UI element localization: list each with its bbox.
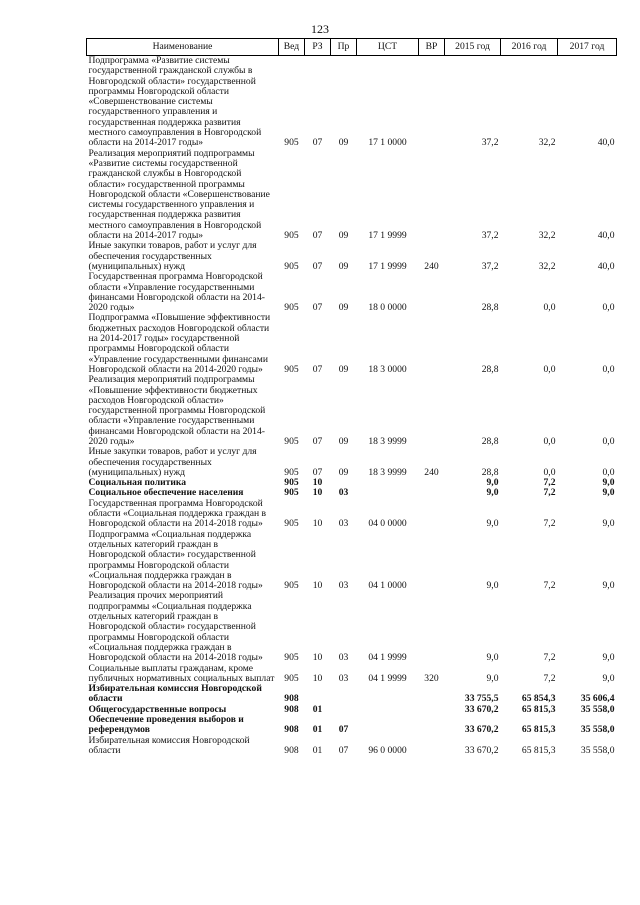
row-y2016: 32,2 xyxy=(538,230,556,242)
row-y2016: 0,0 xyxy=(543,435,556,447)
row-name: Социальные выплаты гражданам, кроме публичных нормативных социальных выплат xyxy=(88,662,275,684)
row-ved: 905 xyxy=(284,137,299,149)
row-y2015: 9,0 xyxy=(486,477,499,489)
table-row xyxy=(87,715,617,736)
row-rz: 10 xyxy=(312,487,323,499)
row-cst: 96 0 0000 xyxy=(368,744,407,756)
row-cst: 04 1 0000 xyxy=(368,580,407,592)
row-ved: 908 xyxy=(284,744,299,756)
table-row xyxy=(87,241,617,272)
row-y2017: 0,0 xyxy=(602,302,615,314)
table-row xyxy=(87,313,617,375)
row-ved: 905 xyxy=(284,652,299,664)
row-cst: 17 1 9999 xyxy=(368,260,407,272)
row-vr xyxy=(419,705,445,715)
row-pr: 09 xyxy=(338,230,349,242)
row-ved: 905 xyxy=(284,363,299,375)
row-cst xyxy=(357,705,419,715)
row-name: Общегосударственные вопросы xyxy=(88,703,227,715)
row-y2015: 9,0 xyxy=(486,487,499,499)
row-cst: 18 3 9999 xyxy=(368,466,407,478)
row-pr: 09 xyxy=(338,137,349,149)
row-name: Подпрограмма «Развитие системы государственной гражданской службы в Новгородской области» государственной программы Новгородской области «Совершенствование системы государственного управления и государственная поддержка развития местного самоуправления в Новгородской области на 2014-2017 годы» xyxy=(88,55,262,149)
row-y2016: 7,2 xyxy=(543,580,556,592)
column-header-vr-col: ВР xyxy=(419,39,445,56)
row-ved: 905 xyxy=(284,518,299,530)
row-vr xyxy=(419,499,445,530)
row-y2015: 33 670,2 xyxy=(464,724,499,736)
row-ved: 908 xyxy=(284,693,299,705)
row-vr: 320 xyxy=(424,672,439,684)
row-ved: 905 xyxy=(284,672,299,684)
row-y2015: 33 670,2 xyxy=(464,744,499,756)
row-ved: 905 xyxy=(284,260,299,272)
row-name: Иные закупки товаров, работ и услуг для обеспечения государственных (муниципальных) нужд xyxy=(88,446,257,478)
row-y2016: 7,2 xyxy=(543,518,556,530)
row-cst xyxy=(357,488,419,498)
table-body xyxy=(87,56,617,757)
row-y2015: 28,8 xyxy=(481,435,499,447)
row-vr: 240 xyxy=(424,260,439,272)
row-rz: 10 xyxy=(312,672,323,684)
row-y2015: 33 670,2 xyxy=(464,703,499,715)
row-name: Реализация прочих мероприятий подпрограммы «Социальная поддержка отдельных категорий граждан в Новгородской области» государственной программы Новгородской области «Социальная поддержка граждан в Новгородской области на 2014-2018 годы» xyxy=(88,590,263,664)
row-y2015: 28,8 xyxy=(481,302,499,314)
row-rz: 07 xyxy=(312,260,323,272)
table-row xyxy=(87,684,617,705)
row-ved: 905 xyxy=(284,580,299,592)
row-y2015: 9,0 xyxy=(486,672,499,684)
column-header-y2015-col: 2015 год xyxy=(445,39,501,56)
row-vr xyxy=(419,478,445,488)
row-pr: 09 xyxy=(338,260,349,272)
row-y2017: 9,0 xyxy=(602,580,615,592)
row-rz: 07 xyxy=(312,137,323,149)
row-y2017: 9,0 xyxy=(602,477,615,489)
row-pr xyxy=(331,705,357,715)
row-name: Государственная программа Новгородской области «Социальная поддержка граждан в Новгородской области на 2014-2018 годы» xyxy=(88,497,267,530)
row-cst: 18 3 0000 xyxy=(368,363,407,375)
row-pr xyxy=(331,684,357,705)
row-y2017: 0,0 xyxy=(602,466,615,478)
row-vr xyxy=(419,591,445,663)
column-header-y2017-col: 2017 год xyxy=(558,39,617,56)
row-y2016: 7,2 xyxy=(543,652,556,664)
row-cst: 18 3 9999 xyxy=(368,435,407,447)
column-header-ved-col: Вед xyxy=(279,39,305,56)
row-rz: 07 xyxy=(312,363,323,375)
row-cst xyxy=(357,684,419,705)
row-name: Социальная политика xyxy=(88,477,187,489)
row-y2016: 65 854,3 xyxy=(521,693,556,705)
row-y2017: 9,0 xyxy=(602,487,615,499)
row-cst xyxy=(357,715,419,736)
table-row xyxy=(87,499,617,530)
row-y2016: 65 815,3 xyxy=(521,724,556,736)
budget-table xyxy=(86,38,617,756)
row-y2017: 40,0 xyxy=(597,230,615,242)
row-vr xyxy=(419,736,445,757)
row-y2017: 35 558,0 xyxy=(580,703,615,715)
column-header-cst-col: ЦСТ xyxy=(357,39,419,56)
row-pr: 03 xyxy=(338,487,349,499)
row-rz: 01 xyxy=(312,744,323,756)
row-y2015: 37,2 xyxy=(481,260,499,272)
row-y2017: 40,0 xyxy=(597,260,615,272)
table-row xyxy=(87,149,617,242)
row-rz: 07 xyxy=(312,302,323,314)
row-y2016: 65 815,3 xyxy=(521,703,556,715)
row-cst: 17 1 0000 xyxy=(368,137,407,149)
row-y2016: 65 815,3 xyxy=(521,744,556,756)
row-ved: 908 xyxy=(284,724,299,736)
row-ved: 905 xyxy=(284,477,299,489)
row-name: Социальное обеспечение населения xyxy=(88,487,244,499)
row-name: Подпрограмма «Социальная поддержка отдельных категорий граждан в Новгородской области» государственной программы Новгородской области «Социальная поддержка граждан в Новгородской области на 2014-2018 годы» xyxy=(88,528,263,592)
row-y2015: 9,0 xyxy=(486,652,499,664)
row-y2017: 40,0 xyxy=(597,137,615,149)
column-header-rz-col: РЗ xyxy=(305,39,331,56)
table-row xyxy=(87,447,617,478)
row-rz: 07 xyxy=(312,435,323,447)
table-row xyxy=(87,56,617,149)
row-vr xyxy=(419,375,445,447)
row-ved: 908 xyxy=(284,703,299,715)
row-rz: 01 xyxy=(312,703,323,715)
row-rz: 10 xyxy=(312,652,323,664)
row-y2015: 9,0 xyxy=(486,518,499,530)
row-ved: 905 xyxy=(284,230,299,242)
row-y2017: 9,0 xyxy=(602,518,615,530)
row-rz: 10 xyxy=(312,477,323,489)
row-name: Реализация мероприятий подпрограммы «Повышение эффективности бюджетных расходов Новгородской области» государственной программы Новгородской области «Управление государственными финансами Новгородской области на 2014-2020 годы» xyxy=(88,374,266,447)
row-name: Иные закупки товаров, работ и услуг для обеспечения государственных (муниципальных) нужд xyxy=(88,240,257,272)
column-header-y2016-col: 2016 год xyxy=(501,39,558,56)
row-ved: 905 xyxy=(284,302,299,314)
row-rz xyxy=(305,684,331,705)
row-pr: 03 xyxy=(338,580,349,592)
row-y2016: 7,2 xyxy=(543,487,556,499)
row-ved: 905 xyxy=(284,487,299,499)
row-vr xyxy=(419,149,445,242)
row-rz: 07 xyxy=(312,230,323,242)
row-pr: 09 xyxy=(338,466,349,478)
column-header-name-col: Наименование xyxy=(87,39,279,56)
row-pr: 03 xyxy=(338,518,349,530)
row-ved: 905 xyxy=(284,466,299,478)
row-y2015: 37,2 xyxy=(481,137,499,149)
row-vr xyxy=(419,272,445,313)
row-cst: 17 1 9999 xyxy=(368,230,407,242)
row-y2017: 35 558,0 xyxy=(580,724,615,736)
row-cst xyxy=(357,478,419,488)
row-name: Подпрограмма «Повышение эффективности бюджетных расходов Новгородской области на 2014-2017 годы» государственной программы Новгородской области «Управление государственными финансами Новгородской области на 2014-2020 годы» xyxy=(88,312,271,375)
table-row xyxy=(87,375,617,447)
row-pr: 03 xyxy=(338,652,349,664)
row-y2016: 7,2 xyxy=(543,477,556,489)
row-vr: 240 xyxy=(424,466,439,478)
row-cst: 18 0 0000 xyxy=(368,302,407,314)
table-row xyxy=(87,736,617,757)
row-y2017: 35 558,0 xyxy=(580,744,615,756)
row-rz: 01 xyxy=(312,724,323,736)
row-cst: 04 1 9999 xyxy=(368,672,407,684)
row-y2017: 9,0 xyxy=(602,672,615,684)
row-y2015: 37,2 xyxy=(481,230,499,242)
row-y2015: 28,8 xyxy=(481,363,499,375)
row-cst: 04 0 0000 xyxy=(368,518,407,530)
column-header-pr-col: Пр xyxy=(331,39,357,56)
row-y2017: 35 606,4 xyxy=(580,693,615,705)
row-vr xyxy=(419,530,445,592)
row-y2017: 0,0 xyxy=(602,435,615,447)
row-vr xyxy=(419,715,445,736)
row-pr: 09 xyxy=(338,435,349,447)
row-vr xyxy=(419,684,445,705)
row-y2015: 33 755,5 xyxy=(464,693,499,705)
row-y2016: 0,0 xyxy=(543,466,556,478)
row-y2016: 32,2 xyxy=(538,260,556,272)
row-vr xyxy=(419,56,445,149)
row-rz: 10 xyxy=(312,580,323,592)
page-number: 123 xyxy=(311,22,329,36)
table-row xyxy=(87,664,617,685)
row-y2016: 7,2 xyxy=(543,672,556,684)
row-y2016: 0,0 xyxy=(543,363,556,375)
table-header xyxy=(87,39,617,56)
row-name: Реализация мероприятий подпрограммы «Развитие системы государственной гражданской службы в Новгородской области» государственной программы Новгородской области «Совершенствование системы государственного управления и государственная поддержка развития местного самоуправления в Новгородской области на 2014-2017 годы» xyxy=(88,147,270,242)
row-pr: 07 xyxy=(338,744,349,756)
row-y2016: 32,2 xyxy=(538,137,556,149)
row-vr xyxy=(419,488,445,498)
row-cst: 04 1 9999 xyxy=(368,652,407,664)
row-y2017: 0,0 xyxy=(602,363,615,375)
row-ved: 905 xyxy=(284,435,299,447)
row-y2015: 28,8 xyxy=(481,466,499,478)
row-y2015: 9,0 xyxy=(486,580,499,592)
row-name: Государственная программа Новгородской области «Управление государственными финансами Новгородской области на 2014-2020 годы» xyxy=(88,271,265,314)
table-row xyxy=(87,591,617,663)
row-vr xyxy=(419,313,445,375)
table-row xyxy=(87,272,617,313)
row-rz: 07 xyxy=(312,466,323,478)
row-pr: 09 xyxy=(338,302,349,314)
row-name: Обеспечение проведения выборов и референдумов xyxy=(88,714,244,736)
row-y2017: 9,0 xyxy=(602,652,615,664)
row-rz: 10 xyxy=(312,518,323,530)
row-y2016: 0,0 xyxy=(543,302,556,314)
table-row xyxy=(87,530,617,592)
row-pr: 03 xyxy=(338,672,349,684)
row-name: Избирательная комиссия Новгородской области xyxy=(88,683,262,705)
row-pr: 07 xyxy=(338,724,349,736)
row-name: Избирательная комиссия Новгородской области xyxy=(88,734,250,756)
row-pr: 09 xyxy=(338,363,349,375)
